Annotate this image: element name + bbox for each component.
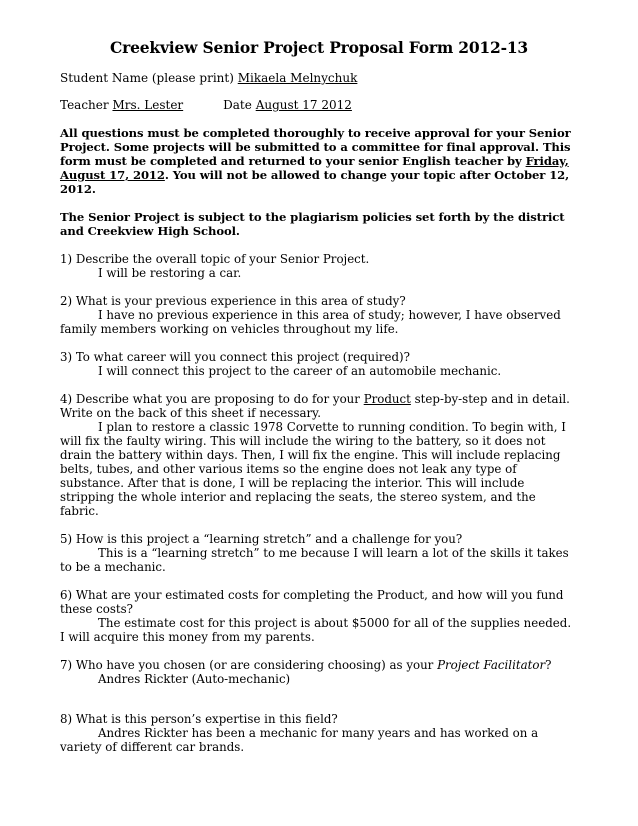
question-7-text	[60, 658, 578, 672]
question-8	[60, 712, 578, 754]
instructions-paragraph	[60, 126, 578, 196]
form-title: Creekview Senior Project Proposal Form 2012-13	[110, 38, 528, 57]
question-7	[60, 658, 578, 686]
teacher-label: Teacher	[60, 98, 109, 112]
answer-2-text: I have no previous experience in this area of study; however, I have observed family members working on vehicles throughout my life.	[60, 308, 561, 336]
student-name-line	[60, 71, 578, 85]
question-6-text: 6) What are your estimated costs for completing the Product, and how will you fund these costs?	[60, 588, 564, 616]
instructions-text-1: All questions must be completed thoroughly to receive approval for your Senior Project. Some projects will be submitted to a committee for final approval. This form must be completed and returned to your senior English teacher by	[60, 126, 571, 168]
question-4-text	[60, 392, 578, 420]
answer-6-text: The estimate cost for this project is about $5000 for all of the supplies needed. I will acquire this money from my parents.	[60, 616, 572, 644]
question-7-facilitator: Project Facilitator	[437, 658, 546, 672]
answer-3-text: I will connect this project to the career of an automobile mechanic.	[98, 364, 502, 378]
teacher-value: Mrs. Lester	[112, 98, 184, 112]
student-name-value: Mikaela Melnychuk	[237, 71, 358, 85]
question-6	[60, 588, 578, 644]
question-4-pre: 4) Describe what you are proposing to do for your	[60, 392, 364, 406]
question-4-product: Product	[363, 392, 411, 406]
question-7-pre: 7) Who have you chosen (or are considering choosing) as your	[60, 658, 438, 672]
question-5	[60, 532, 578, 574]
question-1-text: 1) Describe the overall topic of your Senior Project.	[60, 252, 370, 266]
question-4	[60, 392, 578, 518]
instructions-deadline: Friday, August 17, 2012	[60, 154, 569, 182]
question-8-text: 8) What is this person’s expertise in this field?	[60, 712, 338, 726]
question-7-post: ?	[545, 658, 552, 672]
answer-1-text: I will be restoring a car.	[98, 266, 242, 280]
question-4-post: step-by-step and in detail. Write on the back of this sheet if necessary.	[60, 392, 570, 420]
answer-7-text: Andres Rickter (Auto-mechanic)	[98, 672, 291, 686]
question-2-text: 2) What is your previous experience in this area of study?	[60, 294, 406, 308]
student-name-label: Student Name (please print)	[60, 71, 234, 85]
question-3-text: 3) To what career will you connect this project (required)?	[60, 350, 410, 364]
question-3	[60, 350, 578, 378]
answer-5-text: This is a “learning stretch” to me because I will learn a lot of the skills it takes to be a mechanic.	[60, 546, 569, 574]
teacher-date-line	[60, 98, 578, 112]
answer-8-text: Andres Rickter has been a mechanic for many years and has worked on a variety of different car brands.	[60, 726, 539, 754]
question-1	[60, 252, 578, 280]
question-5-text: 5) How is this project a “learning stretch” and a challenge for you?	[60, 532, 463, 546]
plagiarism-paragraph: The Senior Project is subject to the plagiarism policies set forth by the district and Creekview High School.	[60, 210, 565, 238]
date-label: Date	[223, 98, 252, 112]
date-value: August 17 2012	[255, 98, 352, 112]
question-2	[60, 294, 578, 336]
instructions-text-2: . You will not be allowed to change your topic after October 12, 2012.	[60, 168, 570, 196]
answer-4-text: I plan to restore a classic 1978 Corvette to running condition. To begin with, I will fix the faulty wiring. This will include the wiring to the battery, so it does not drain the battery within days. Then, I will fix the engine. This will include replacing belts, tubes, and other various items so the engine does not leak any type of substance. After that is done, I will be replacing the interior. This will include stripping the whole interior and replacing the seats, the stereo system, and the fabric.	[60, 420, 566, 518]
